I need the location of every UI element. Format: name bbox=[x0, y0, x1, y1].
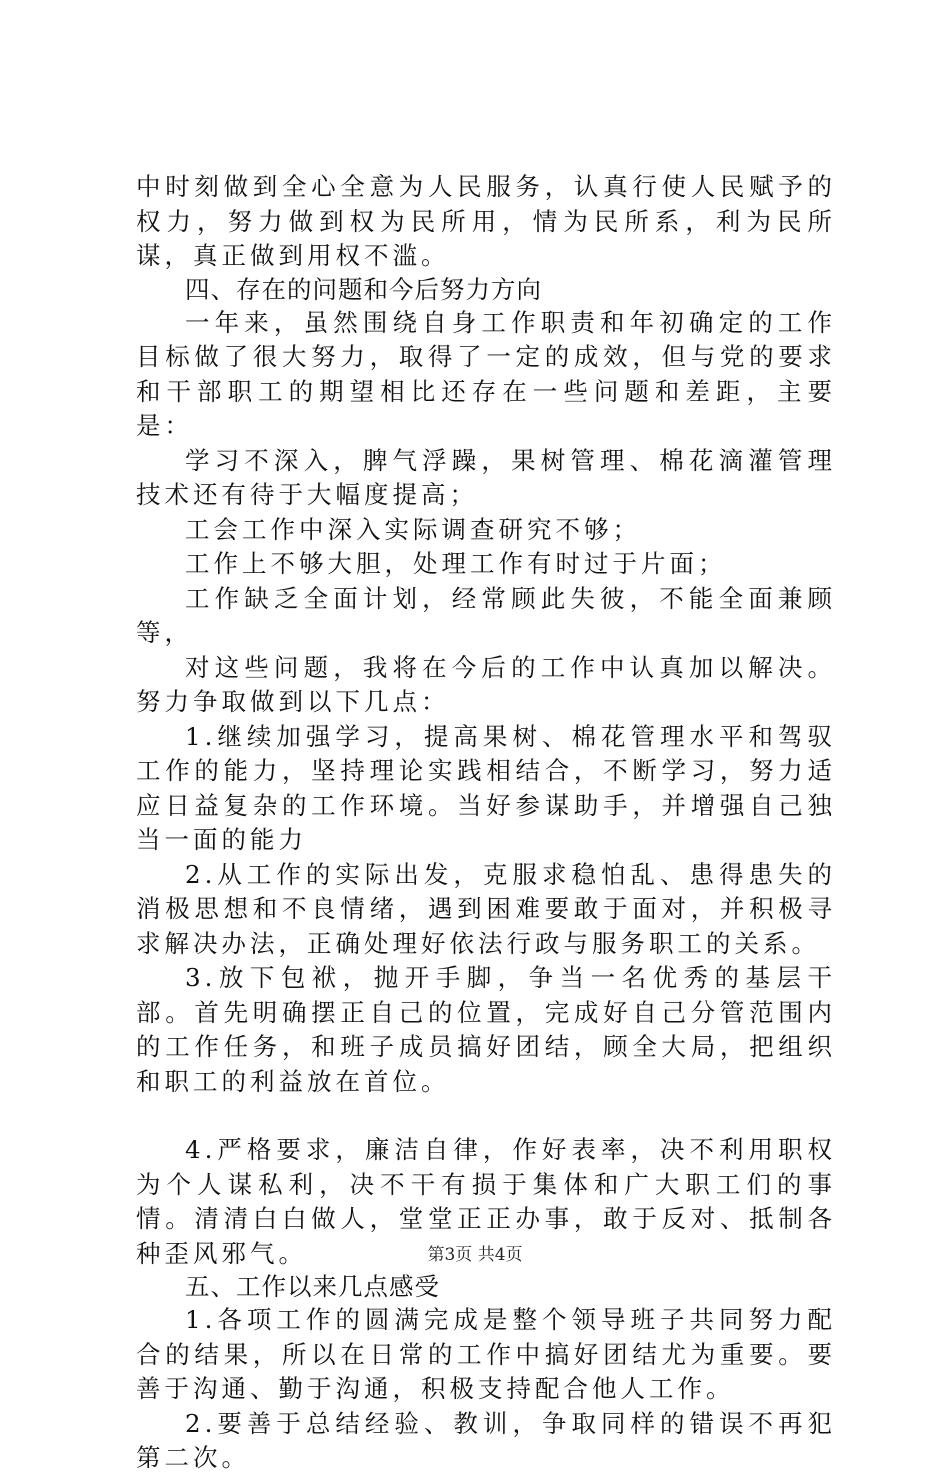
goal-item-3: 3.放下包袱，抛开手脚，争当一名优秀的基层干部。首先明确摆正自己的位置，完成好自己分管范围内的工作任务，和班子成员搞好团结，顾全大局，把组织和职工的利益放在首位。 bbox=[136, 963, 836, 1096]
section-heading-problems: 四、存在的问题和今后努力方向 bbox=[185, 274, 542, 304]
paragraph-review: 一年来，虽然围绕自身工作职责和年初确定的工作目标做了很大努力，取得了一定的成效，但与党的要求和干部职工的期望相比还存在一些问题和差距，主要是： bbox=[136, 307, 836, 440]
section-heading-reflections: 五、工作以来几点感受 bbox=[185, 1272, 440, 1301]
problem-item-planning: 工作缺乏全面计划，经常顾此失彼，不能全面兼顾等， bbox=[136, 583, 836, 647]
problem-item-study: 学习不深入，脾气浮躁，果树管理、棉花滴灌管理技术还有待于大幅度提高； bbox=[136, 445, 836, 509]
reflection-item-2: 2.要善于总结经验、教训，争取同样的错误不再犯第二次。 bbox=[136, 1408, 836, 1472]
document-body bbox=[136, 170, 836, 1476]
reflection-item-1: 1.各项工作的圆满完成是整个领导班子共同努力配合的结果，所以在日常的工作中搞好团结尤为重要。要善于沟通、勤于沟通，积极支持配合他人工作。 bbox=[136, 1305, 836, 1403]
paragraph-resolution: 对这些问题，我将在今后的工作中认真加以解决。努力争取做到以下几点： bbox=[136, 652, 836, 716]
paragraph-continuation: 中时刻做到全心全意为人民服务，认真行使人民赋予的权力，努力做到权为民所用，情为民所系，利为民所谋，真正做到用权不滥。 bbox=[136, 172, 836, 270]
page-number-footer: 第3页 共4页 bbox=[427, 1245, 523, 1265]
problem-item-boldness: 工作上不够大胆，处理工作有时过于片面； bbox=[185, 549, 727, 578]
goal-item-2: 2.从工作的实际出发，克服求稳怕乱、患得患失的消极思想和不良情绪，遇到困难要敢于面对，并积极寻求解决办法，正确处理好依法行政与服务职工的关系。 bbox=[136, 859, 836, 958]
goal-item-4: 4.严格要求，廉洁自律，作好表率，决不利用职权为个人谋私利，决不干有损于集体和广大职工们的事情。清清白白做人，堂堂正正办事，敢于反对、抵制各种歪风邪气。 bbox=[136, 1135, 836, 1268]
goal-item-1: 1.继续加强学习，提高果树、棉花管理水平和驾驭工作的能力，坚持理论实践相结合，不断学习，努力适应日益复杂的工作环境。当好参谋助手，并增强自己独当一面的能力 bbox=[136, 721, 836, 854]
problem-item-union: 工会工作中深入实际调查研究不够； bbox=[185, 514, 641, 544]
